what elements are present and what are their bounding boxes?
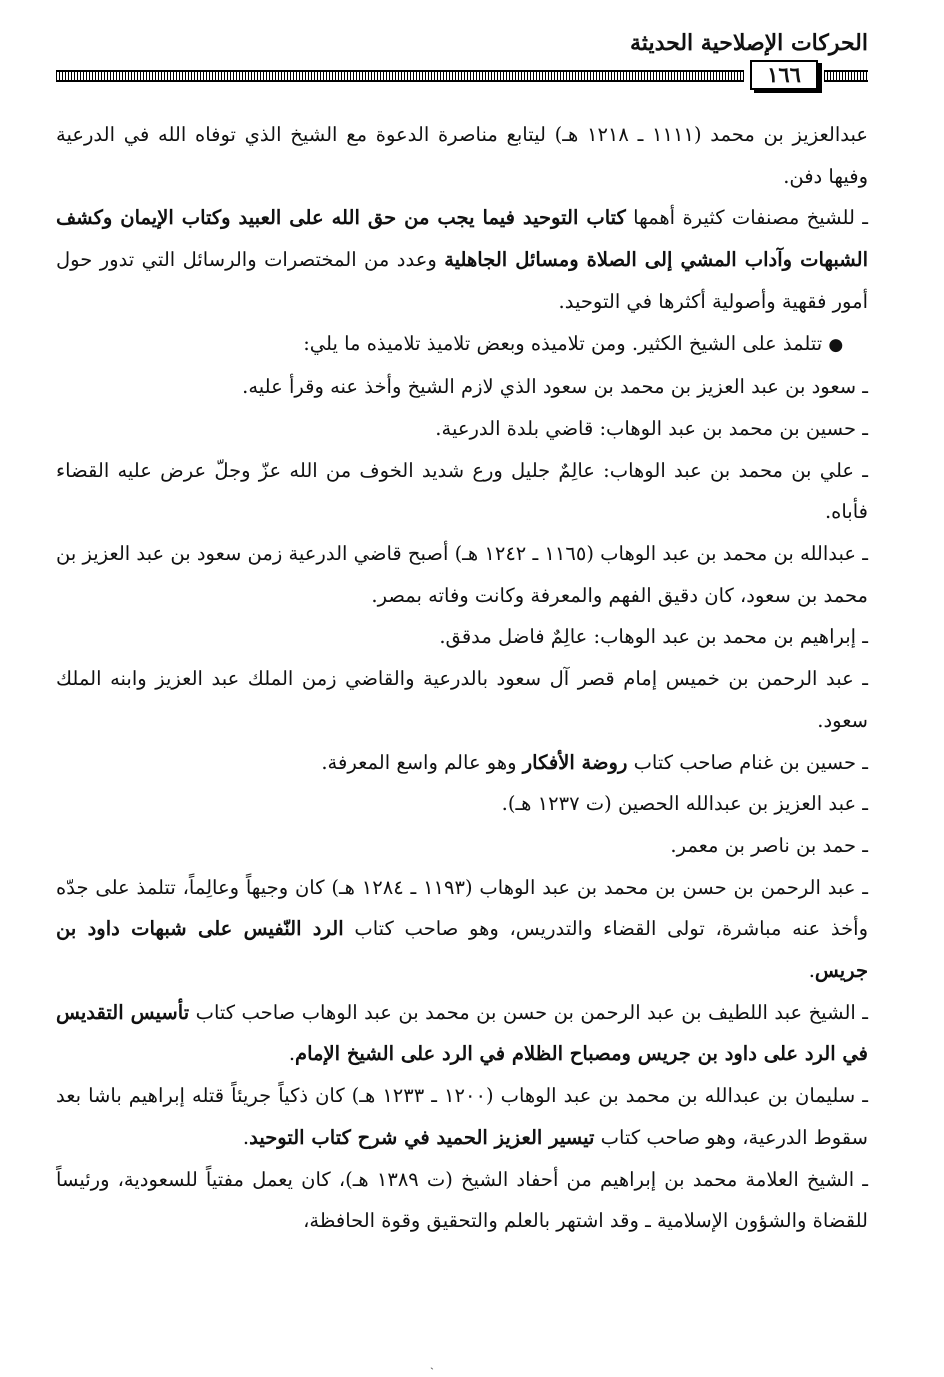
bold-title: تأسيس التقديس في الرد على داود بن جريس ومصباح الظلام في الرد على الشيخ الإمام: [56, 1000, 868, 1066]
paragraph: عبدالعزيز بن محمد (١١١١ ـ ١٢١٨ هـ) ليتابع مناصرة الدعوة مع الشيخ الذي توفاه الله في الدرعية وفيها دفن.: [56, 123, 868, 188]
list-item: ـ الشيخ عبد اللطيف بن عبد الرحمن بن حسن بن محمد بن عبد الوهاب صاحب كتاب تأسيس التقديس في الرد على داود بن جريس ومصباح الظلام في الرد على الشيخ الإمام.: [56, 1000, 869, 1066]
list-item: ـ سعود بن عبد العزيز بن محمد بن سعود الذي لازم الشيخ وأخذ عنه وقرأ عليه.: [242, 375, 868, 399]
list-item: ـ الشيخ العلامة محمد بن إبراهيم من أحفاد الشيخ (ت ١٣٨٩ هـ)، كان يعمل مفتياً للسعودية، ورئيساً للقضاة والشؤون الإسلامية ـ وقد اشتهر بالعلم والتحقيق وقوة الحافظة،: [56, 1167, 868, 1233]
bold-title: روضة الأفكار: [522, 750, 628, 774]
list-item: ـ عبد الرحمن بن خميس إمام قصر آل سعود بالدرعية والقاضي زمن الملك عبد العزيز وابنه الملك سعود.: [56, 667, 868, 732]
body-text: [56, 114, 868, 1242]
list-item: ـ إبراهيم بن محمد بن عبد الوهاب: عالِمٌ فاضل مدقق.: [439, 625, 868, 649]
list-item: ـ حسين بن غنام صاحب كتاب روضة الأفكار وهو عالم واسع المعرفة.: [321, 750, 868, 774]
paragraph: ● تتلمذ على الشيخ الكثير. ومن تلاميذه وبعض تلاميذ تلاميذه ما يلي:: [303, 331, 844, 355]
list-item: ـ حمد بن ناصر بن معمر.: [670, 833, 868, 857]
list-item: ـ حسين بن محمد بن عبد الوهاب: قاضي بلدة الدرعية.: [435, 416, 868, 440]
bold-title: تيسير العزيز الحميد في شرح كتاب التوحيد: [249, 1125, 595, 1149]
list-item: ـ سليمان بن عبدالله بن محمد بن عبد الوهاب (١٢٠٠ ـ ١٢٣٣ هـ) كان ذكياً جريئاً قتله إبراهيم باشا بعد سقوط الدرعية، وهو صاحب كتاب تيسير العزيز الحميد في شرح كتاب التوحيد.: [56, 1084, 868, 1149]
bold-title: كتاب التوحيد فيما يجب من حق الله على العبيد وكتاب الإيمان وكشف الشبهات وآداب المشي إلى الصلاة ومسائل الجاهلية: [56, 206, 869, 272]
page-header: [56, 28, 868, 92]
bullet-icon: ●: [828, 334, 844, 355]
list-item: ـ عبدالله بن محمد بن عبد الوهاب (١١٦٥ ـ ١٢٤٢ هـ) أصبح قاضي الدرعية زمن سعود بن عبد العزيز بن محمد بن سعود، كان دقيق الفهم والمعرفة وكانت وفاته بمصر.: [56, 542, 868, 607]
list-item: ـ عبد العزيز بن عبدالله الحصين (ت ١٢٣٧ هـ).: [501, 792, 868, 816]
paragraph: ـ للشيخ مصنفات كثيرة أهمها كتاب التوحيد فيما يجب من حق الله على العبيد وكتاب الإيمان وكشف الشبهات وآداب المشي إلى الصلاة ومسائل الجاهلية وعدد من المختصرات والرسائل التي تدور حول أمور فقهية وأصولية أكثرها في التوحيد.: [56, 206, 869, 313]
stray-mark: ˏ: [430, 1356, 434, 1370]
list-item: ـ علي بن محمد بن عبد الوهاب: عالِمٌ جليل ورع شديد الخوف من الله عزّ وجلّ عرض عليه القضاء فأباه.: [56, 458, 868, 524]
page-number: ١٦٦: [750, 60, 818, 90]
list-item: ـ عبد الرحمن بن حسن بن محمد بن عبد الوهاب (١١٩٣ ـ ١٢٨٤ هـ) كان وجيهاً وعالِماً، تتلمذ على جدّه وأخذ عنه مباشرة، تولى القضاء والتدريس، وهو صاحب كتاب الرد النّفيس على شبهات داود بن جريس.: [56, 875, 868, 983]
running-title: الحركات الإصلاحية الحديثة: [630, 30, 868, 56]
header-rule-left: [56, 70, 744, 82]
bold-title: الرد النّفيس على شبهات داود بن جريس: [56, 917, 868, 983]
header-rule-right: [824, 70, 868, 82]
